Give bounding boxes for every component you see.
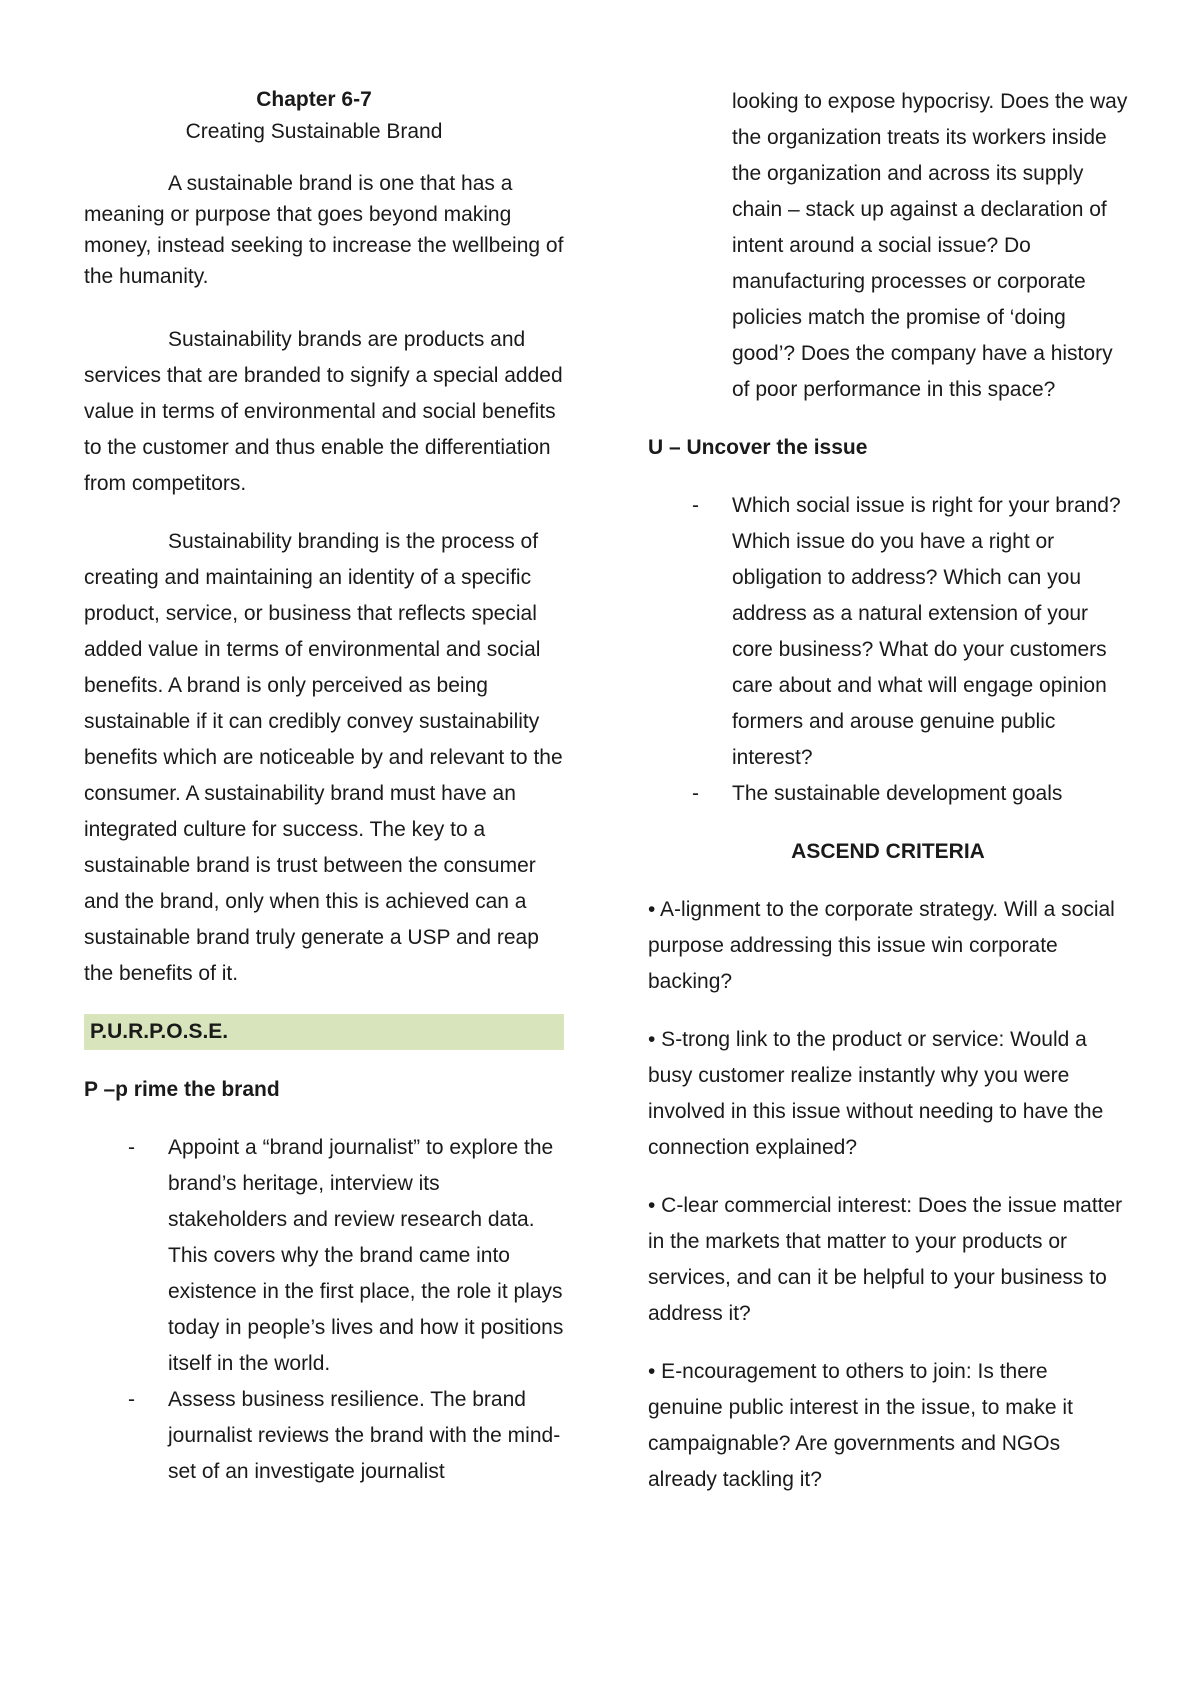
list-item (84, 1382, 564, 1490)
paragraph-definition: A sustainable brand is one that has a meaning or purpose that goes beyond making money, instead seeking to increase the wellbeing of the humanity. (84, 172, 564, 288)
right-column (648, 84, 1128, 1520)
dash-bullet: - (128, 1136, 135, 1159)
list-item-text: Appoint a “brand journalist” to explore the brand’s heritage, interview its stakeholders and review research data. This covers why the brand came into existence in the first place, the role it plays today in people’s lives and how it positions itself in the world. (168, 1136, 564, 1375)
ascend-criteria-heading: ASCEND CRITERIA (791, 840, 985, 863)
uncover-list (648, 488, 1128, 812)
paragraph-sustainability-brands: Sustainability brands are products and services that are branded to signify a special added value in terms of environmental and social benefits to the customer and thus enable the differentiation from competitors. (84, 328, 563, 495)
list-item-text: The sustainable development goals (732, 782, 1063, 805)
paragraph-sustainability-branding: Sustainability branding is the process of creating and maintaining an identity of a specific product, service, or business that reflects special added value in terms of environmental and social benefits. A brand is only perceived as being sustainable if it can credibly convey sustainability benefits which are noticeable by and relevant to the consumer. A sustainability brand must have an integrated culture for success. The key to a sustainable brand is trust between the consumer and the brand, only when this is achieved can a sustainable brand truly generate a USP and reap the benefits of it. (84, 530, 563, 985)
list-item (648, 488, 1128, 776)
criterion-encouragement: • E-ncouragement to others to join: Is there genuine public interest in the issue, to make it campaignable? Are governments and NGOs already tackling it? (648, 1360, 1073, 1491)
chapter-subtitle: Creating Sustainable Brand (185, 120, 443, 143)
prime-list (84, 1130, 564, 1490)
criterion-strong-link: • S-trong link to the product or service: Would a busy customer realize instantly why you were involved in this issue without needing to have the connection explained? (648, 1028, 1104, 1159)
continuation-text: looking to expose hypocrisy. Does the way the organization treats its workers inside the organization and across its supply chain – stack up against a declaration of intent around a social issue? Do manufacturing processes or corporate policies match the promise of ‘doing good’? Does the company have a history of poor performance in this space? (732, 90, 1128, 401)
list-item-text: Assess business resilience. The brand journalist reviews the brand with the mind-set of an investigate journalist (168, 1388, 561, 1483)
dash-bullet: - (128, 1388, 135, 1411)
list-item-text: Which social issue is right for your brand? Which issue do you have a right or obligation to address? Which can you address as a natural extension of your core business? What do your customers care about and what will engage opinion formers and arouse genuine public interest? (732, 494, 1121, 769)
uncover-heading: U – Uncover the issue (648, 436, 868, 459)
purpose-highlight: P.U.R.P.O.S.E. (84, 1014, 564, 1050)
chapter-title: Chapter 6-7 (256, 88, 372, 111)
list-item (648, 776, 1128, 812)
left-column (84, 84, 564, 1512)
list-item (84, 1130, 564, 1382)
dash-bullet: - (692, 782, 699, 805)
dash-bullet: - (692, 494, 699, 517)
criterion-alignment: • A-lignment to the corporate strategy. Will a social purpose addressing this issue win corporate backing? (648, 898, 1115, 993)
criterion-commercial-interest: • C-lear commercial interest: Does the issue matter in the markets that matter to your products or services, and can it be helpful to your business to address it? (648, 1194, 1123, 1325)
prime-heading: P –p rime the brand (84, 1078, 280, 1101)
